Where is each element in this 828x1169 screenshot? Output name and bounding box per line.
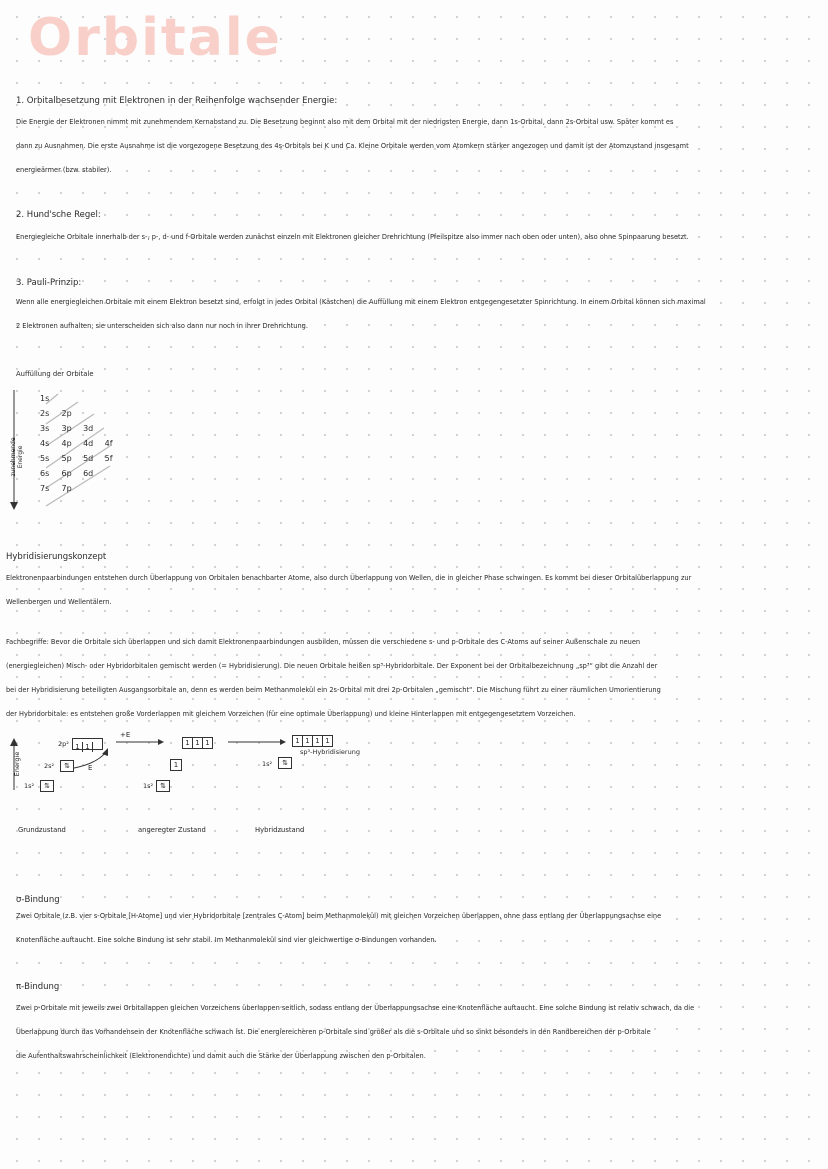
section-heading-pi: π-Bindung (16, 982, 60, 992)
text-line: Knotenfläche auftaucht. Eine solche Bindung ist sehr stabil. Im Methanmolekül sind vier gleichwertige σ-Bindungen vorhanden. (16, 936, 437, 944)
orbital-box-1s-excited: ⇅ (156, 780, 170, 792)
section-text (6, 630, 821, 726)
text-line: Elektronenpaarbindungen entstehen durch Überlappung von Orbitalen benachbarter Atome, also durch Überlappung von Wellen, die in gleicher Phase schwingen. Es kommt bei dieser Orbitalüberlappung zur (6, 574, 692, 582)
orbital-label: 7s (40, 484, 50, 493)
state-hybrid: Hybridzustand (255, 826, 305, 834)
arrow-down-icon (10, 502, 18, 510)
orbital-label: 5d (83, 454, 94, 463)
label-2s: 2s² (44, 762, 55, 770)
text-line: Wenn alle energiegleichen Orbitale mit einem Elektron besetzt sind, erfolgt in jedes Orbital (Kästchen) die Auffüllung mit einem Elektron entgegengesetzter Spinrichtung. In einem Orbital können sich maximal (16, 298, 706, 306)
text-line: bei der Hybridisierung beteiligten Ausgangsorbitale an, denn es werden beim Methanmolekül ein 2s-Orbital mit drei 2p-Orbitalen „gemischt“. Die Mischung führt zu einer räumlichen Umorientierung (6, 686, 661, 694)
orbital-box-sp3: 1 1 1 1 (292, 735, 333, 747)
section-heading-pauli: 3. Pauli-Prinzip: (16, 278, 82, 288)
label-1s-hybrid: 1s² (262, 760, 273, 768)
orbital-row (40, 469, 124, 484)
section-text (16, 996, 816, 1068)
filling-heading: Auffüllung der Orbitale (16, 370, 94, 378)
orbital-label: 6d (83, 469, 94, 478)
section-heading-hybridisation: Hybridisierungskonzept (6, 552, 107, 562)
text-line: Zwei p-Orbitale mit jeweils zwei Orbitallappen gleichen Vorzeichens überlappen seitlich, sodass entlang der Überlappungsachse eine Knotenfläche auftaucht. Eine solche Bindung ist relativ schwach, da die (16, 1004, 695, 1012)
orbital-row (40, 409, 124, 424)
arrow-right-icon (158, 739, 164, 745)
label-2p: 2p² (58, 740, 69, 748)
section-text (16, 290, 816, 338)
text-line: die Aufenthaltswahrscheinlichkeit (Elektronendichte) und damit auch die Stärke der Überlappung zwischen den p-Orbitalen. (16, 1052, 426, 1060)
orbital-row (40, 394, 124, 409)
section-heading-orbital-filling: 1. Orbitalbesetzung mit Elektronen in der Reihenfolge wachsender Energie: (16, 96, 338, 106)
state-ground: Grundzustand (18, 826, 66, 834)
orbital-label: 4s (40, 439, 50, 448)
section-text (16, 110, 816, 182)
label-plus-e: +E (120, 731, 131, 739)
text-line: Die Energie der Elektronen nimmt mit zunehmendem Kernabstand zu. Die Besetzung beginnt also mit dem Orbital mit der niedrigsten Energie, dann 1s-Orbital, dann 2s-Orbital usw. Später kommt es (16, 118, 674, 126)
section-text (16, 225, 816, 249)
section-text (16, 904, 816, 952)
orbital-label: 5p (61, 454, 72, 463)
orbital-row (40, 424, 124, 439)
text-line: der Hybridorbitale: es entstehen große Vorderlappen mit gleichem Vorzeichen (für eine optimale Überlappung) und kleine Hinterlappen mit entgegengesetztem Vorzeichen. (6, 710, 576, 718)
orbital-box-1s-ground: ⇅ (40, 780, 54, 792)
orbital-label: 6s (40, 469, 50, 478)
arrow-up-icon (10, 738, 18, 746)
section-heading-sigma: σ-Bindung (16, 895, 60, 905)
section-text (6, 566, 821, 614)
orbital-box-2s-ground: ⇅ (60, 760, 74, 772)
arrow-right-icon (280, 739, 286, 745)
orbital-label: 4d (83, 439, 94, 448)
orbital-label: 3s (40, 424, 50, 433)
label-e: E (88, 764, 93, 772)
orbital-box-2p-excited: 1 1 1 (182, 737, 213, 749)
text-line: Energiegleiche Orbitale innerhalb der s-, p-, d- und f-Orbitale werden zunächst einzeln mit Elektronen gleicher Drehrichtung (Pfeilspitze also immer nach oben oder unten), also ohne Spinpaarung besetzt. (16, 233, 689, 241)
orbital-label: 5s (40, 454, 50, 463)
text-line: (energiegleichen) Misch- oder Hybridorbitalen gemischt werden (= Hybridisierung). Die neuen Orbitale heißen sp³-Hybridorbitale. Der Exponent bei der Orbitalbezeichnung „sp³“ gibt die Anzahl der (6, 662, 658, 670)
label-sp3: sp³-Hybridisierung (300, 748, 360, 756)
text-line: Fachbegriffe: Bevor die Orbitale sich überlappen und sich damit Elektronenpaarbindungen ausbilden, müssen die verschiedene s- und p-Orbitale des C-Atoms auf seiner Außenschale zu neuen (6, 638, 641, 646)
orbital-label: 4f (104, 439, 113, 448)
orbital-row (40, 439, 124, 454)
orbital-label: 3d (83, 424, 94, 433)
orbital-box-2s-excited: 1 (170, 759, 182, 771)
state-excited: angeregter Zustand (138, 826, 206, 834)
orbital-grid (40, 394, 124, 499)
orbital-row (40, 484, 124, 499)
text-line: Überlappung durch das Vorhandensein der Knotenfläche schwach ist. Die energiereicheren p-Orbitale sind größer als die s-Orbitale und so sinkt besonders in den Randbereichen der p-Orbitale (16, 1028, 651, 1036)
text-line: energieärmer (bzw. stabiler). (16, 166, 112, 174)
orbital-label: 4p (61, 439, 72, 448)
label-1s-ground: 1s² (24, 782, 35, 790)
page-title: Orbitale (28, 8, 282, 68)
orbital-row (40, 454, 124, 469)
text-line: Zwei Orbitale (z.B. vier s-Orbitale [H-Atome] und vier Hybridorbitale [zentrales C-Atom] beim Methanmolekül) mit gleichen Vorzeichen überlappen, ohne dass entlang der Überlappungsachse eine (16, 912, 662, 920)
energy-label: Energie (13, 751, 21, 777)
orbital-label: 2p (61, 409, 72, 418)
orbital-label: 6p (61, 469, 72, 478)
text-line: dann zu Ausnahmen. Die erste Ausnahme ist die vorgezogene Besetzung des 4s-Orbitals bei K und Ca. Kleine Orbitale werden vom Atomkern stärker angezogen und damit ist der Atomzustand insgesamt (16, 142, 689, 150)
orbital-label: 7p (61, 484, 72, 493)
orbital-label: 3p (61, 424, 72, 433)
energy-axis-label: zunehmende Energie (10, 437, 24, 477)
orbital-label: 2s (40, 409, 50, 418)
text-line: Wellenbergen und Wellentälern. (6, 598, 112, 606)
orbital-label: 1s (40, 394, 50, 403)
section-heading-hund: 2. Hund'sche Regel: (16, 210, 101, 220)
label-1s-excited: 1s² (143, 782, 154, 790)
orbital-label: 5f (104, 454, 113, 463)
orbital-box-2p-ground: 1 1 (72, 738, 103, 750)
orbital-box-1s-hybrid: ⇅ (278, 757, 292, 769)
text-line: 2 Elektronen aufhalten; sie unterscheiden sich also dann nur noch in ihrer Drehrichtung. (16, 322, 308, 330)
